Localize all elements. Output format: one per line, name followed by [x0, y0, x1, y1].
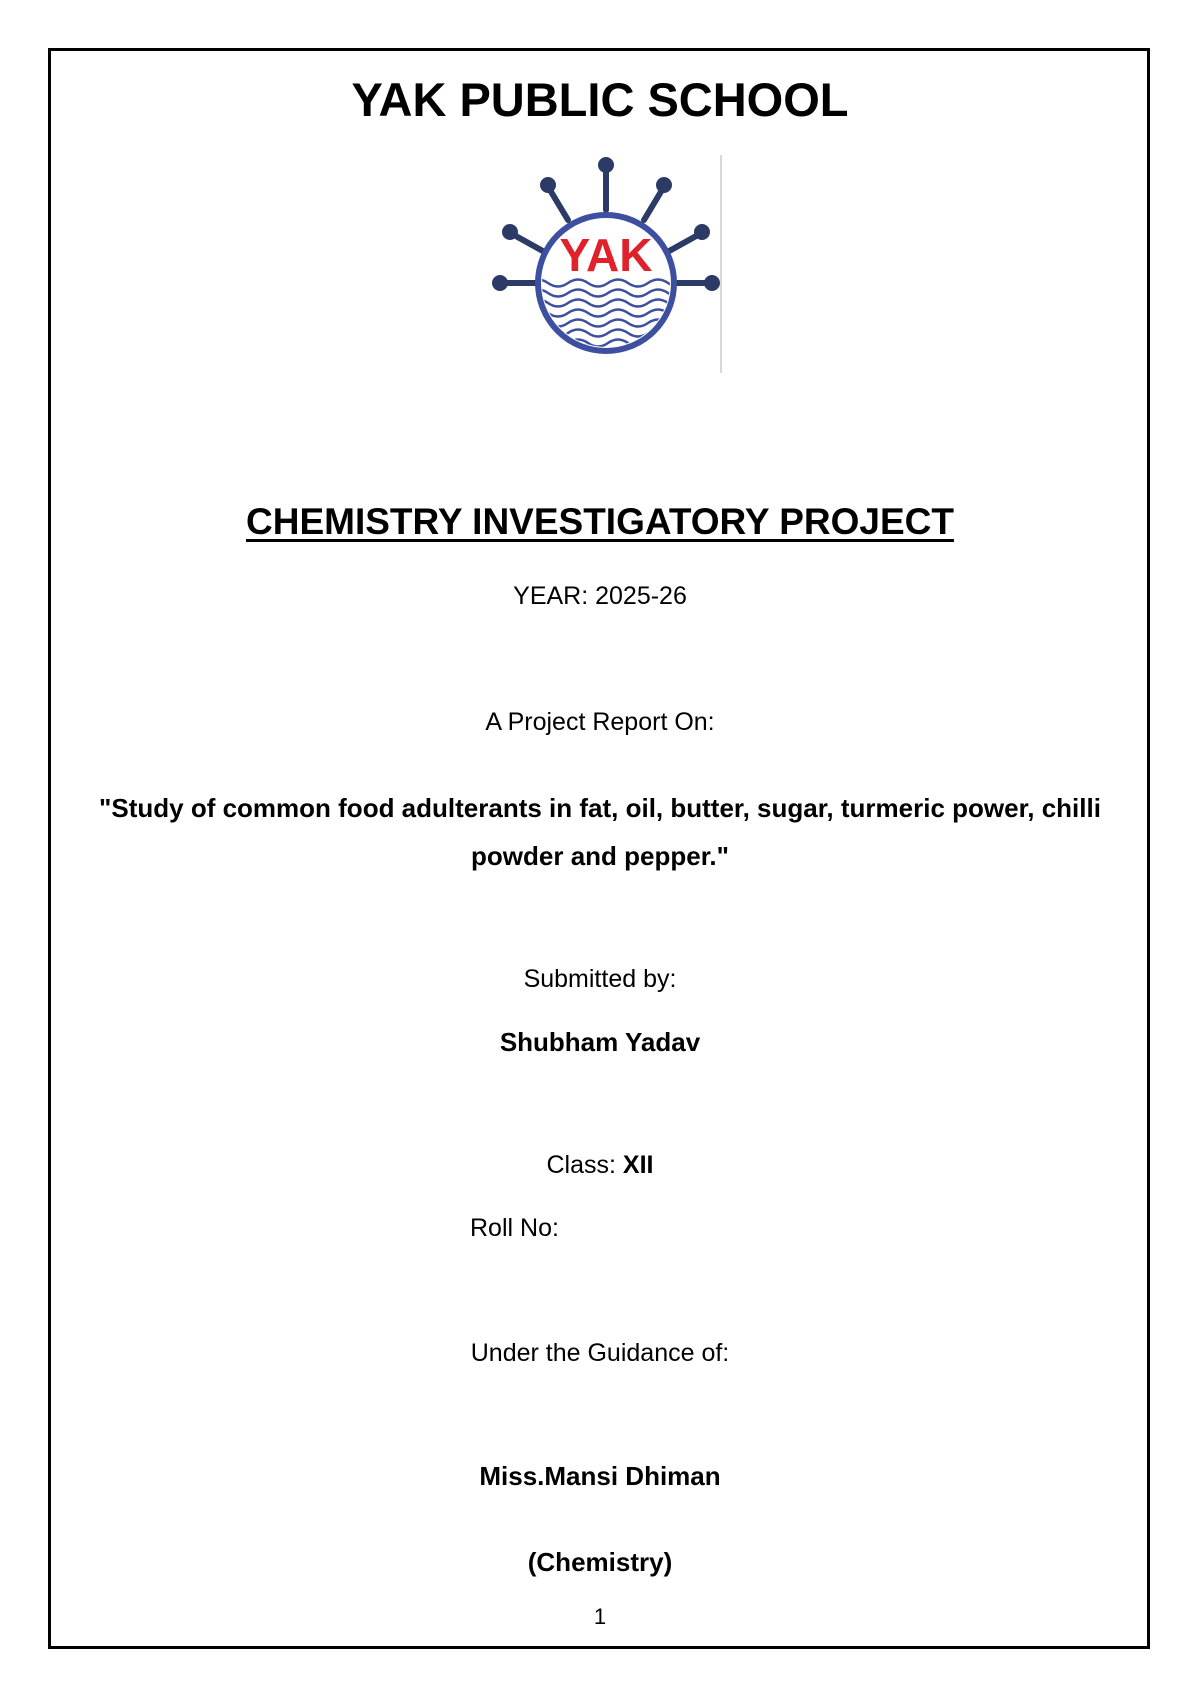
- school-name: YAK PUBLIC SCHOOL: [351, 73, 849, 126]
- project-title: CHEMISTRY INVESTIGATORY PROJECT: [246, 501, 954, 542]
- page-number: 1: [593, 1604, 607, 1629]
- school-logo: [488, 155, 724, 373]
- project-topic-line-1: "Study of common food adulterants in fat, oil, butter, sugar, turmeric power, chilli: [99, 793, 1101, 823]
- class-value: XII: [622, 1151, 654, 1179]
- logo-text: YAK: [559, 229, 653, 281]
- teacher-name: Miss.Mansi Dhiman: [479, 1461, 721, 1491]
- report-intro: A Project Report On:: [485, 708, 715, 736]
- submitted-by-label: Submitted by:: [523, 965, 677, 993]
- logo-divider: [720, 155, 722, 373]
- student-name: Shubham Yadav: [499, 1027, 701, 1057]
- class-line: [0, 1151, 1200, 1180]
- guidance-label: Under the Guidance of:: [470, 1339, 730, 1367]
- teacher-subject: (Chemistry): [527, 1547, 673, 1577]
- academic-year: YEAR: 2025-26: [513, 582, 687, 610]
- project-topic-line-2: powder and pepper.": [471, 841, 729, 871]
- class-label: Class:: [546, 1151, 623, 1179]
- roll-number-label: Roll No:: [470, 1214, 559, 1242]
